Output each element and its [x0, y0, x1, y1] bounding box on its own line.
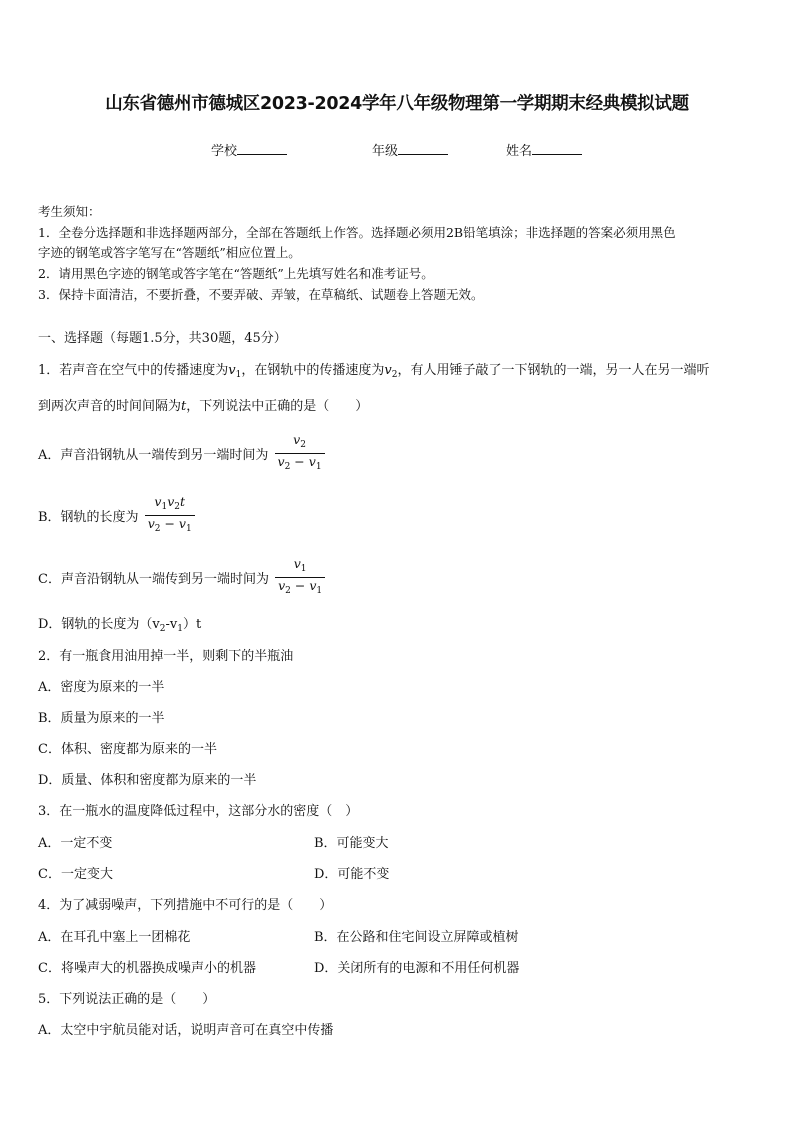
q5-stem: 5．下列说法正确的是（ ） [38, 992, 216, 1007]
q1-a-fraction: $\frac{v_2}{v_2 - v_1}$ [275, 432, 325, 475]
notice-item-3: 3．保持卡面清洁，不要折叠，不要弄破、弄皱，在草稿纸、试题卷上答题无效。 [38, 287, 484, 302]
page-title: 山东省德州市德城区2023-2024学年八年级物理第一学期期末经典模拟试题 [105, 94, 689, 114]
name-label: 姓名 [506, 144, 533, 159]
notice-item-1-cont: 字迹的钢笔或答字笔写在“答题纸”相应位置上。 [38, 245, 301, 260]
q2-option-c[interactable]: C．体积、密度都为原来的一半 [38, 742, 217, 757]
notice-item-2: 2．请用黑色字迹的钢笔或答字笔在“答题纸”上先填写姓名和准考证号。 [38, 266, 434, 281]
q4-option-d[interactable]: D．关闭所有的电源和不用任何机器 [314, 961, 520, 976]
q1-stem-line1: 1．若声音在空气中的传播速度为$v_1$，在钢轨中的传播速度为$v_2$，有人用锤子敲了一下钢轨的一端，另一人在另一端听 [38, 363, 710, 380]
q1-c-fraction: $\frac{v_1}{v_2 - v_1}$ [275, 556, 325, 599]
name-blank[interactable] [532, 142, 582, 155]
q1-option-b[interactable]: B．钢轨的长度为 $\frac{v_1v_2t}{v_2 - v_1}$ [38, 494, 195, 537]
q4-option-a[interactable]: A．在耳孔中塞上一团棉花 [38, 930, 191, 945]
q3-option-d[interactable]: D．可能不变 [314, 867, 390, 882]
q5-option-a[interactable]: A．太空中宇航员能对话，说明声音可在真空中传播 [38, 1023, 334, 1038]
q4-option-c[interactable]: C．将噪声大的机器换成噪声小的机器 [38, 961, 256, 976]
q2-stem: 2．有一瓶食用油用掉一半，则剩下的半瓶油 [38, 649, 294, 664]
q1-stem-line2: 到两次声音的时间间隔为t，下列说法中正确的是（ ） [38, 399, 369, 414]
school-label: 学校 [211, 144, 238, 159]
notice-item-1: 1．全卷分选择题和非选择题两部分，全部在答题纸上作答。选择题必须用2B铅笔填涂；非选择题的答案必须用黑色 [38, 225, 676, 240]
q1-b-fraction: $\frac{v_1v_2t}{v_2 - v_1}$ [145, 494, 195, 537]
section-heading: 一、选择题（每题1.5分，共30题，45分） [38, 331, 287, 346]
q2-option-d[interactable]: D．质量、体积和密度都为原来的一半 [38, 773, 257, 788]
q3-option-b[interactable]: B．可能变大 [314, 836, 389, 851]
q1-option-c[interactable]: C．声音沿钢轨从一端传到另一端时间为 $\frac{v_1}{v_2 - v_1}$ [38, 556, 325, 599]
q3-option-c[interactable]: C．一定变大 [38, 867, 113, 882]
q4-option-b[interactable]: B．在公路和住宅间设立屏障或植树 [314, 930, 519, 945]
grade-field[interactable] [372, 140, 448, 159]
grade-blank[interactable] [398, 142, 448, 155]
name-field[interactable] [506, 140, 582, 159]
school-field[interactable] [211, 140, 287, 159]
q3-option-a[interactable]: A．一定不变 [38, 836, 113, 851]
notice-heading: 考生须知： [38, 204, 101, 219]
grade-label: 年级 [372, 144, 399, 159]
q1-option-a[interactable]: A．声音沿钢轨从一端传到另一端时间为 $\frac{v_2}{v_2 - v_1}$ [38, 432, 325, 475]
q2-option-a[interactable]: A．密度为原来的一半 [38, 680, 165, 695]
q4-stem: 4．为了减弱噪声，下列措施中不可行的是（ ） [38, 898, 333, 913]
q1-option-d[interactable]: D．钢轨的长度为$(v_2-v_1)t$ [38, 617, 202, 634]
school-blank[interactable] [237, 142, 287, 155]
q3-stem: 3．在一瓶水的温度降低过程中，这部分水的密度（ ） [38, 804, 359, 819]
q2-option-b[interactable]: B．质量为原来的一半 [38, 711, 165, 726]
